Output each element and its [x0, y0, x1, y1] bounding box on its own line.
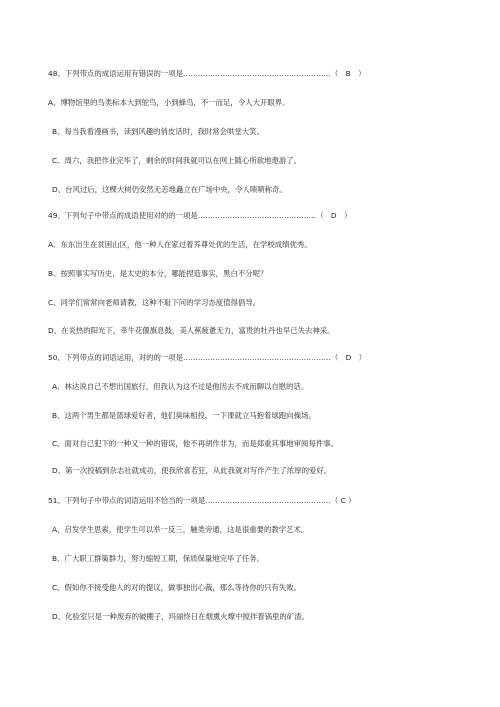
question-50-option-a: A、林达说自己不想出国旅行，但我认为这不过是他因去不成而聊以自慰的话。: [52, 382, 309, 391]
question-49-option-a: A、东东出生在贫困山区，他一种人在家过着养尊处优的生活，在学校成绩优秀。: [48, 240, 312, 249]
question-51-option-a: A、启发学生思索，使学生可以举一反三，触类旁通，这是很重要的教学艺术。: [52, 525, 309, 534]
question-51-option-c: C、假如你不接受他人的对的提议，做事独出心裁，那么等待你的只有失败。: [52, 583, 302, 592]
question-48-option-a: A、博物馆里的鸟类标本大到鸵鸟，小到蜂鸟，不一而足，令人大开眼界。: [48, 98, 290, 107]
question-50-option-b: B、这两个男生都是篮球爱好者，他们臭味相投，一下课就立马抱着球跑向操场。: [52, 411, 316, 420]
question-49-stem: 49、下列句子中带点的成语使用对的的一项是…………………………………………（ D ）: [48, 211, 352, 220]
question-49-option-d: D、在炎热的阳光下，牵牛花偃旗息鼓，美人蕉疲惫无力，富贵的牡丹也早已失去神采。: [48, 326, 335, 335]
question-49-option-b: B、按照事实写历史，是太史的本分，哪能捏造事实，黑白不分呢？: [48, 269, 268, 278]
question-50-option-c: C、面对自己犯下的一种又一种的错误，他不再胡作非为，而是郑重其事地审阅每件事。: [52, 439, 339, 448]
question-51-option-b: B、广大职工群策群力，努力缩短工期，保质保量地完毕了任务。: [52, 554, 265, 563]
question-50-option-d: D、第一次投稿到杂志社就成功，使我欣喜若狂，从此我就对写作产生了浓厚的爱好。: [52, 466, 332, 475]
question-51-stem: 51、下列句子中带点的词语运用不恰当的一项是……………………………………………（ C ）: [48, 496, 356, 505]
question-48-option-b: B、每当我看漫画书，读到风趣的俏皮话时，我时常会哄堂大笑。: [52, 127, 265, 136]
question-50-stem: 50、下列带点的词语运用，对的的一项是……………………………………………………（ D ）: [48, 353, 367, 362]
question-48-option-c: C、周六，我把作业完毕了，剩余的时间我就可以在网上随心所欲地遨游了。: [52, 156, 302, 165]
question-48-stem: 48、下列带点的成语运用有错误的一项是……………………………………………………（ B ）: [48, 69, 366, 78]
question-48-option-d: D、台风过后，这棵大树仍安然无恙地矗立在广场中央，令人啧啧称奇。: [52, 185, 287, 194]
question-49-option-c: C、同学们常常向老师请教，这种不耻下问的学习态度值得倡导。: [48, 298, 261, 307]
question-51-option-d: D、化验室只是一种废弃的破棚子，玛丽终日在烟熏火燎中搅拌着锅里的矿渣。: [52, 612, 309, 621]
